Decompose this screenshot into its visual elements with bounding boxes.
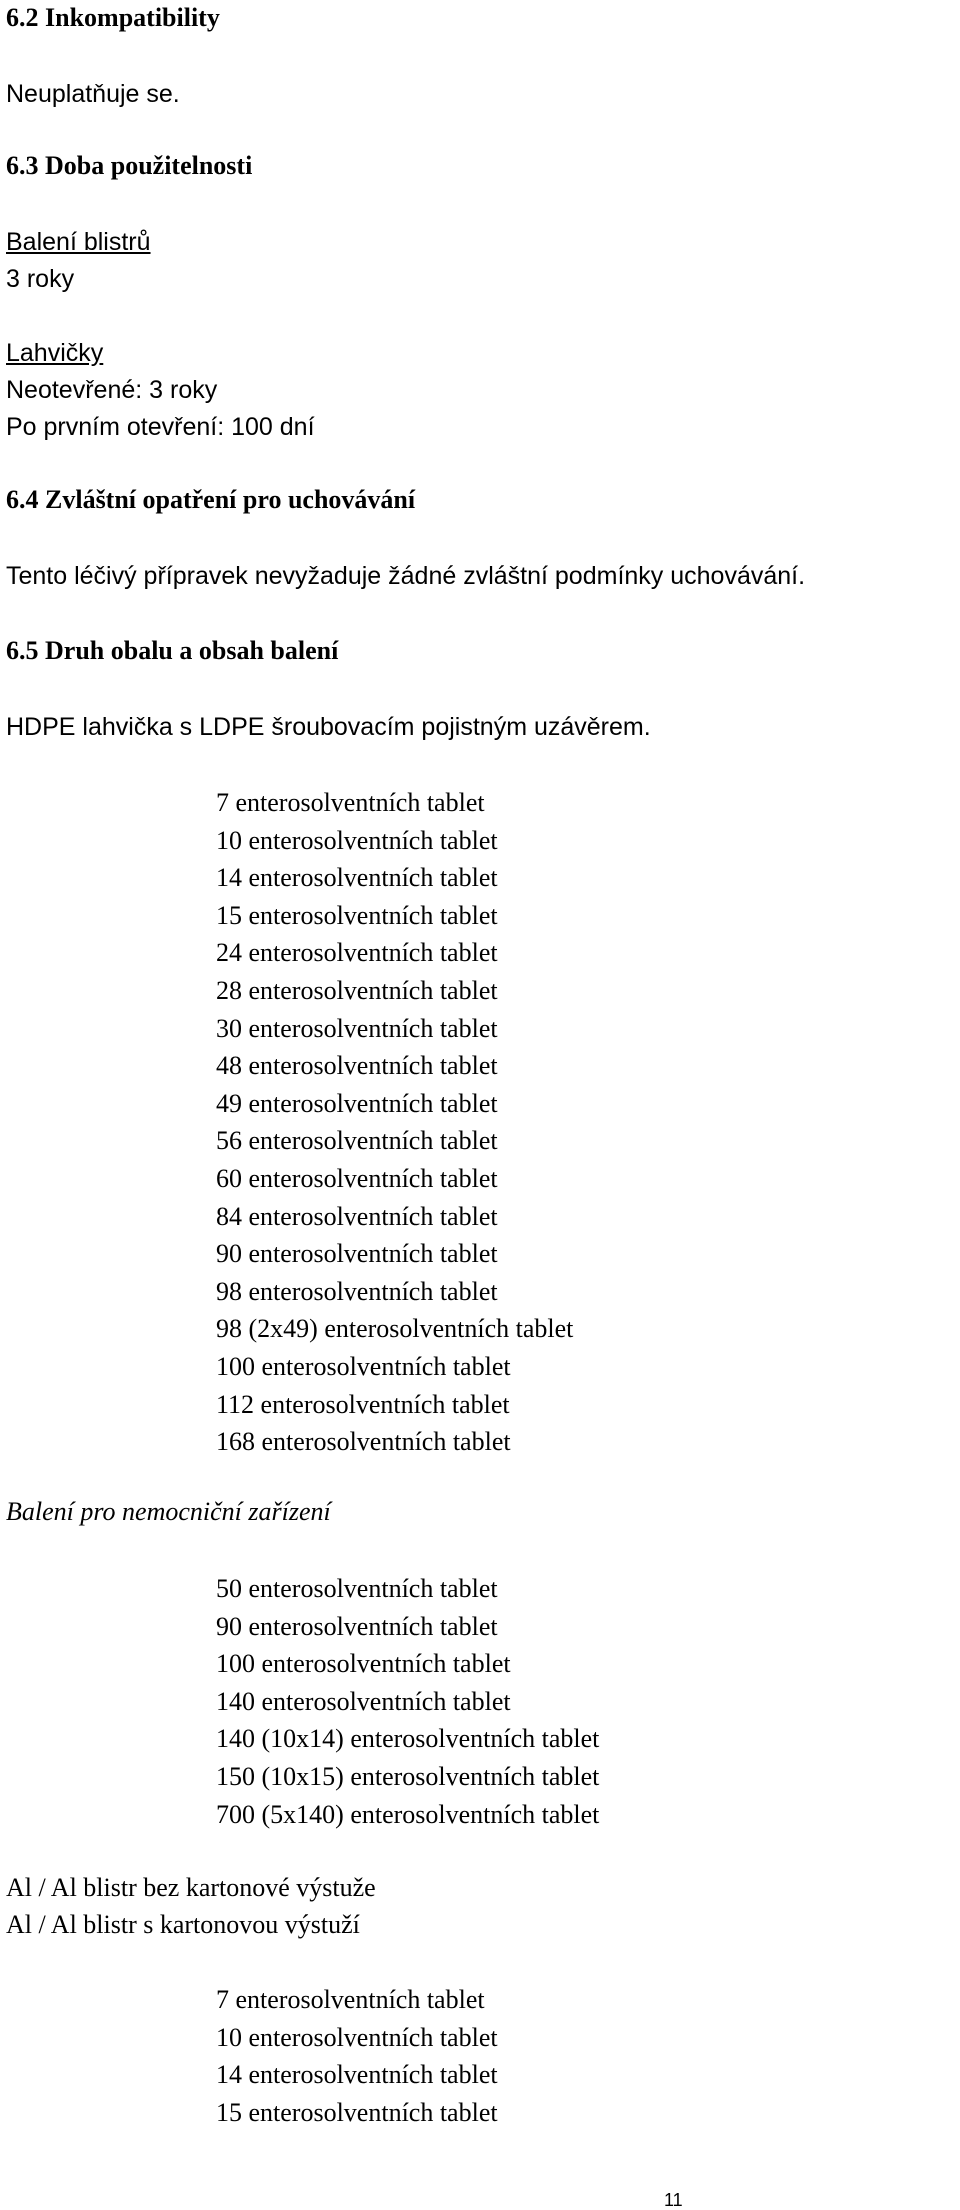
list-item: 84 enterosolventních tablet: [216, 1201, 498, 1231]
bottle-shelf-life-after-opening: Po prvním otevření: 100 dní: [6, 413, 315, 441]
section-heading-shelf-life: 6.3 Doba použitelnosti: [6, 151, 253, 180]
list-item: 98 enterosolventních tablet: [216, 1276, 498, 1306]
list-item: 14 enterosolventních tablet: [216, 863, 498, 893]
list-item: 100 enterosolventních tablet: [216, 1649, 511, 1679]
list-item: 98 (2x49) enterosolventních tablet: [216, 1314, 574, 1344]
list-item: 10 enterosolventních tablet: [216, 825, 498, 855]
list-item: 15 enterosolventních tablet: [216, 2097, 498, 2127]
section-heading-storage: 6.4 Zvláštní opatření pro uchovávání: [6, 485, 416, 514]
bottle-shelf-life-unopened: Neotevřené: 3 roky: [6, 376, 218, 404]
list-item: 90 enterosolventních tablet: [216, 1611, 498, 1641]
list-item: 700 (5x140) enterosolventních tablet: [216, 1799, 600, 1829]
list-item: 7 enterosolventních tablet: [216, 1985, 485, 2014]
incompatibility-text: Neuplatňuje se.: [6, 80, 180, 108]
list-item: 140 (10x14) enterosolventních tablet: [216, 1724, 600, 1754]
hospital-pack-size-list: [216, 1570, 599, 1833]
list-item: 60 enterosolventních tablet: [216, 1163, 498, 1193]
list-item: 168 enterosolventních tablet: [216, 1427, 511, 1457]
list-item: 15 enterosolventních tablet: [216, 900, 498, 930]
list-item: 140 enterosolventních tablet: [216, 1686, 511, 1716]
list-item: 10 enterosolventních tablet: [216, 2022, 498, 2052]
blister-with-card-text: Al / Al blistr s kartonovou výstuží: [6, 1910, 360, 1939]
list-item: 30 enterosolventních tablet: [216, 1013, 498, 1043]
section-heading-packaging: 6.5 Druh obalu a obsah balení: [6, 636, 339, 665]
list-item: 56 enterosolventních tablet: [216, 1126, 498, 1156]
list-item: 112 enterosolventních tablet: [216, 1389, 510, 1419]
section-heading-incompatibility: 6.2 Inkompatibility: [6, 3, 220, 32]
list-item: 90 enterosolventních tablet: [216, 1239, 498, 1269]
container-text: HDPE lahvička s LDPE šroubovacím pojistným uzávěrem.: [6, 713, 651, 741]
list-item: 150 (10x15) enterosolventních tablet: [216, 1761, 600, 1791]
bottle-pack-size-list: [216, 784, 573, 1461]
list-item: 14 enterosolventních tablet: [216, 2060, 498, 2090]
blister-shelf-life-value: 3 roky: [6, 265, 75, 293]
blister-pack-size-list: [216, 1981, 498, 2131]
storage-text: Tento léčivý přípravek nevyžaduje žádné zvláštní podmínky uchovávání.: [6, 562, 806, 590]
hospital-pack-label: Balení pro nemocniční zařízení: [6, 1497, 331, 1526]
list-item: 28 enterosolventních tablet: [216, 975, 498, 1005]
page-number: 11: [664, 2190, 683, 2210]
list-item: 50 enterosolventních tablet: [216, 1574, 498, 1603]
list-item: 49 enterosolventních tablet: [216, 1088, 498, 1118]
list-item: 48 enterosolventních tablet: [216, 1051, 498, 1081]
list-item: 100 enterosolventních tablet: [216, 1351, 511, 1381]
blister-shelf-life-label: Balení blistrů: [6, 228, 151, 256]
bottle-shelf-life-label: Lahvičky: [6, 339, 104, 367]
list-item: 24 enterosolventních tablet: [216, 938, 498, 968]
blister-without-card-text: Al / Al blistr bez kartonové výstuže: [6, 1873, 376, 1902]
list-item: 7 enterosolventních tablet: [216, 788, 485, 817]
